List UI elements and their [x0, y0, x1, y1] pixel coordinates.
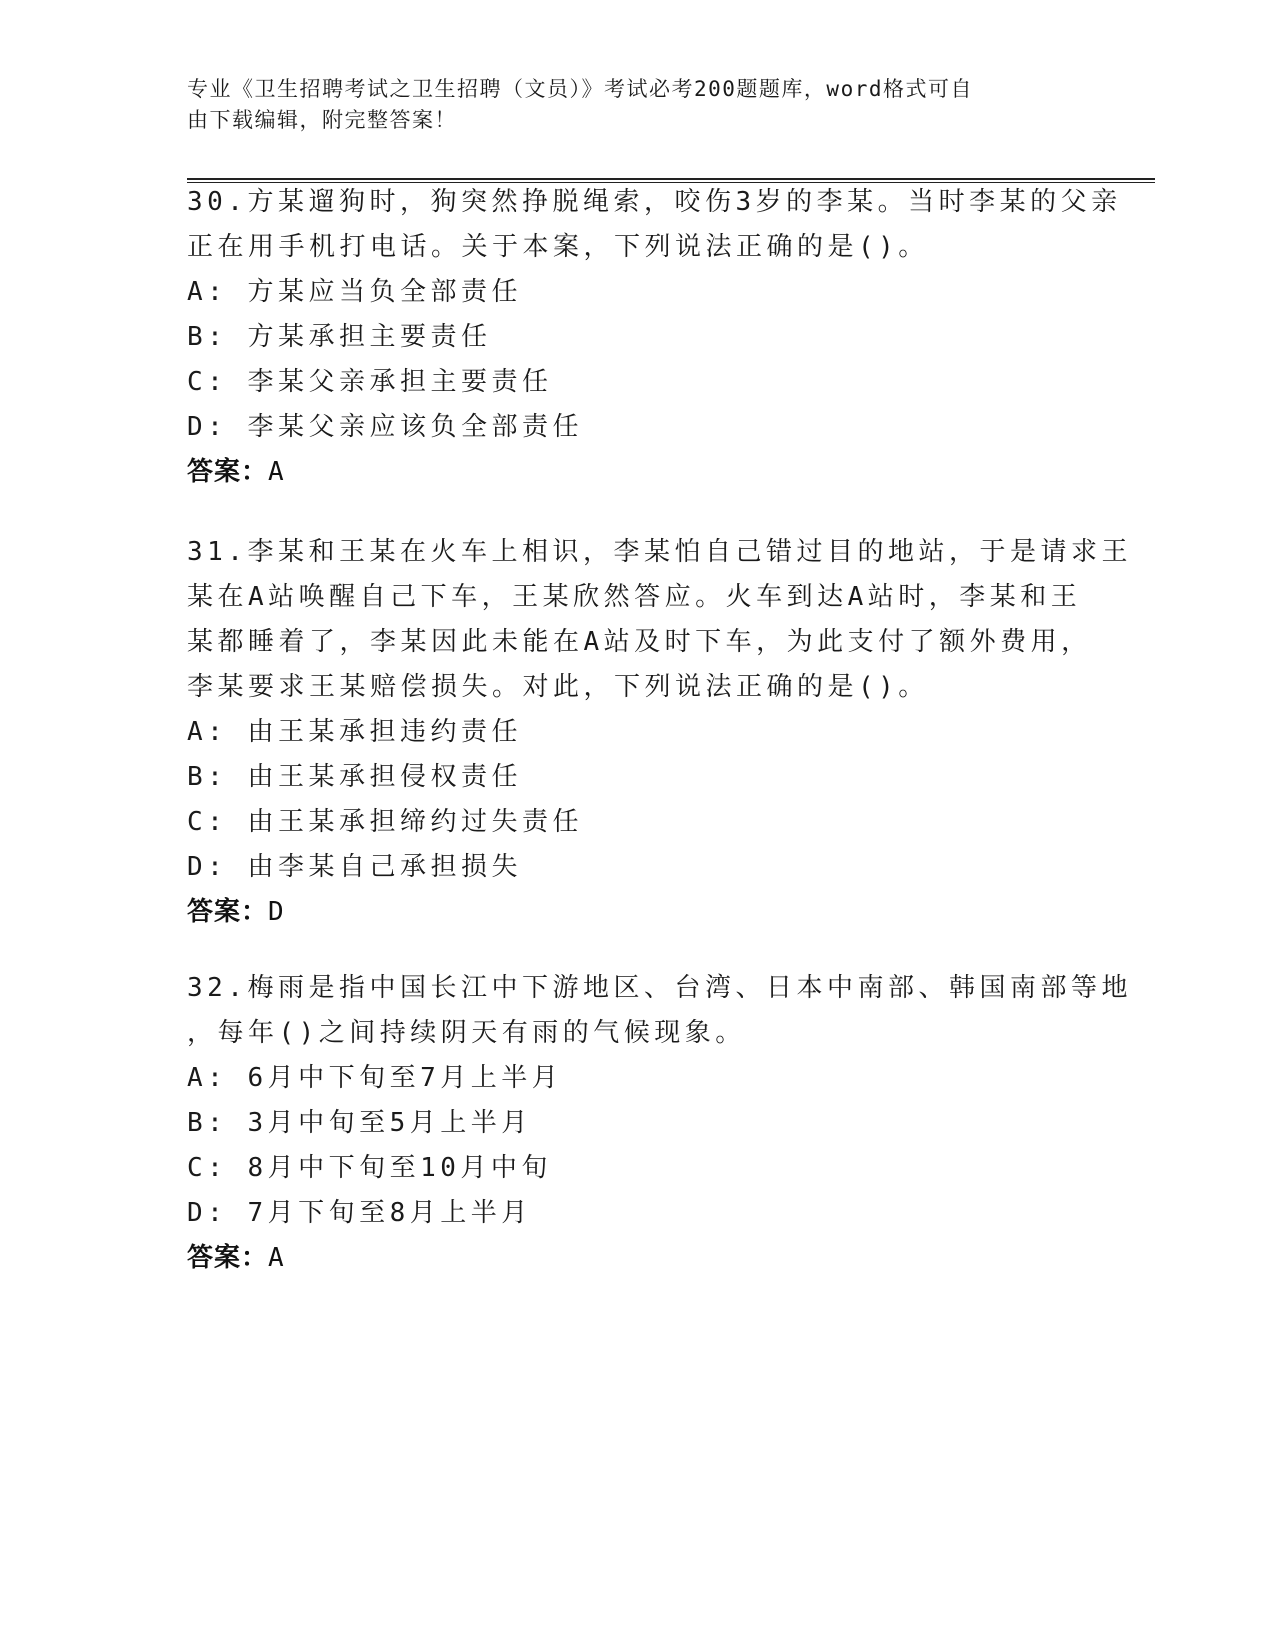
question-stem-line: 30.方某遛狗时，狗突然挣脱绳索，咬伤3岁的李某。当时李某的父亲: [187, 187, 1122, 217]
answer-line: [187, 890, 1087, 935]
question-31: [187, 530, 1132, 935]
question-stem-line: 某都睡着了，李某因此未能在A站及时下车，为此支付了额外费用，: [187, 627, 1092, 657]
answer-line: [187, 1236, 1087, 1281]
question-stem-line: 某在A站唤醒自己下车，王某欣然答应。火车到达A站时，李某和王: [187, 582, 1082, 612]
question-stem-line: ，每年()之间持续阴天有雨的气候现象。: [187, 1018, 746, 1048]
question-stem-line: 32.梅雨是指中国长江中下游地区、台湾、日本中南部、韩国南部等地: [187, 973, 1132, 1003]
document-header: [187, 74, 1067, 136]
option-b: B: 方某承担主要责任: [187, 322, 492, 352]
option-c: C: 8月中下旬至10月中旬: [187, 1153, 552, 1183]
option-a: A: 方某应当负全部责任: [187, 277, 522, 307]
option-b: B: 3月中旬至5月上半月: [187, 1108, 532, 1138]
question-stem-line: 李某要求王某赔偿损失。对此，下列说法正确的是()。: [187, 672, 929, 702]
answer-value: D: [268, 897, 285, 927]
answer-label: 答案：: [187, 457, 269, 487]
question-stem-line: 31.李某和王某在火车上相识，李某怕自己错过目的地站，于是请求王: [187, 537, 1132, 567]
header-line-1: 专业《卫生招聘考试之卫生招聘（文员）》考试必考200题题库，word格式可自: [187, 77, 973, 101]
answer-label: 答案：: [187, 1243, 269, 1273]
option-a: A: 由王某承担违约责任: [187, 717, 522, 747]
option-d: D: 由李某自己承担损失: [187, 852, 522, 882]
option-b: B: 由王某承担侵权责任: [187, 762, 522, 792]
option-c: C: 李某父亲承担主要责任: [187, 367, 553, 397]
option-a: A: 6月中下旬至7月上半月: [187, 1063, 563, 1093]
question-32: [187, 966, 1132, 1281]
answer-value: A: [268, 457, 285, 487]
question-stem-line: 正在用手机打电话。关于本案，下列说法正确的是()。: [187, 232, 929, 262]
option-d: D: 李某父亲应该负全部责任: [187, 412, 583, 442]
header-line-2: 由下载编辑，附完整答案！: [187, 108, 457, 132]
answer-label: 答案：: [187, 897, 269, 927]
answer-line: [187, 450, 1087, 495]
answer-value: A: [268, 1243, 285, 1273]
option-c: C: 由王某承担缔约过失责任: [187, 807, 583, 837]
option-d: D: 7月下旬至8月上半月: [187, 1198, 532, 1228]
question-30: [187, 180, 1122, 495]
